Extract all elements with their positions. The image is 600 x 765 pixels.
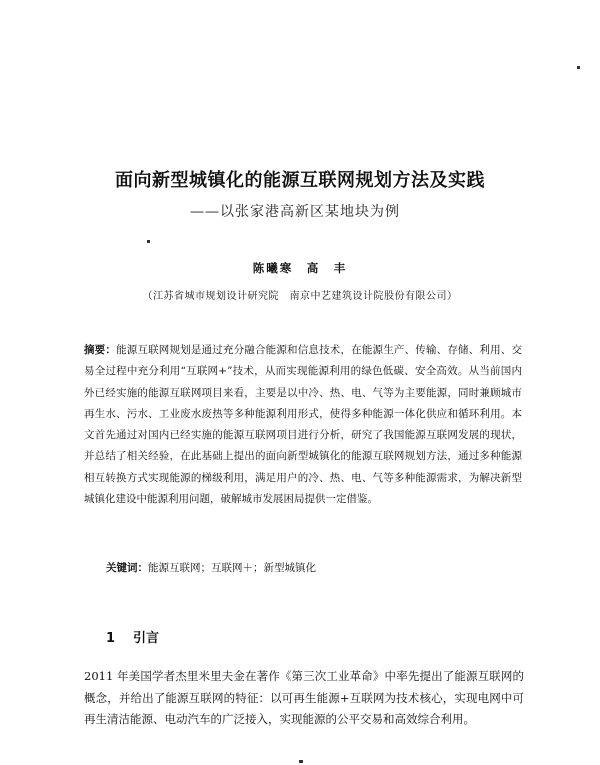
- scan-speck: [147, 240, 150, 243]
- body-paragraph: 2011 年美国学者杰里米里夫金在著作《第三次工业革命》中率先提出了能源互联网的概念，并给出了能源互联网的特征：以可再生能源+互联网为技术核心，实现电网中可再生清洁能源、电动汽车的广泛接入，实现能源的公平交易和高效综合利用。: [84, 669, 524, 726]
- paper-title: 面向新型城镇化的能源互联网规划方法及实践: [115, 170, 485, 191]
- section-title: 引言: [133, 631, 160, 646]
- author-list: 陈曦寒 高 丰: [252, 261, 348, 275]
- paper-subtitle: ——以张家港高新区某地块为例: [190, 204, 400, 220]
- keywords-label: 关键词：: [106, 562, 148, 574]
- abstract-label: 摘要：: [84, 344, 117, 356]
- scan-speck: [299, 760, 303, 763]
- abstract: [84, 340, 522, 510]
- abstract-text: 能源互联网规划是通过充分融合能源和信息技术，在能源生产、传输、存储、利用、交易全过程中充分利用“互联网+”技术，从而实现能源利用的绿色低碳、安全高效。从当前国内外已经实施的能源互联网项目来看，主要是以中冷、热、电、气等为主要能源，同时兼顾城市再生水、污水、工业废水废热等多种能源利用形式，使得多种能源一体化供应和循环利用。本文首先通过对国内已经实施的能源互联网项目进行分析，研究了我国能源互联网发展的现状，并总结了相关经验，在此基础上提出的面向新型城镇化的能源互联网规划方法，通过多种能源相互转换方式实现能源的梯级利用，满足用户的冷、热、电、气等多种能源需求，为解决新型城镇化建设中能源利用问题，破解城市发展困局提供一定借鉴。: [84, 344, 522, 506]
- affiliation: （江苏省城市规划设计研究院 南京中艺建筑设计院股份有限公司）: [142, 291, 458, 302]
- section-number: 1: [106, 631, 116, 646]
- keywords: [106, 560, 526, 575]
- scan-speck: [577, 66, 580, 69]
- section-heading: [106, 627, 159, 646]
- keywords-text: 能源互联网；互联网＋；新型城镇化: [148, 562, 316, 574]
